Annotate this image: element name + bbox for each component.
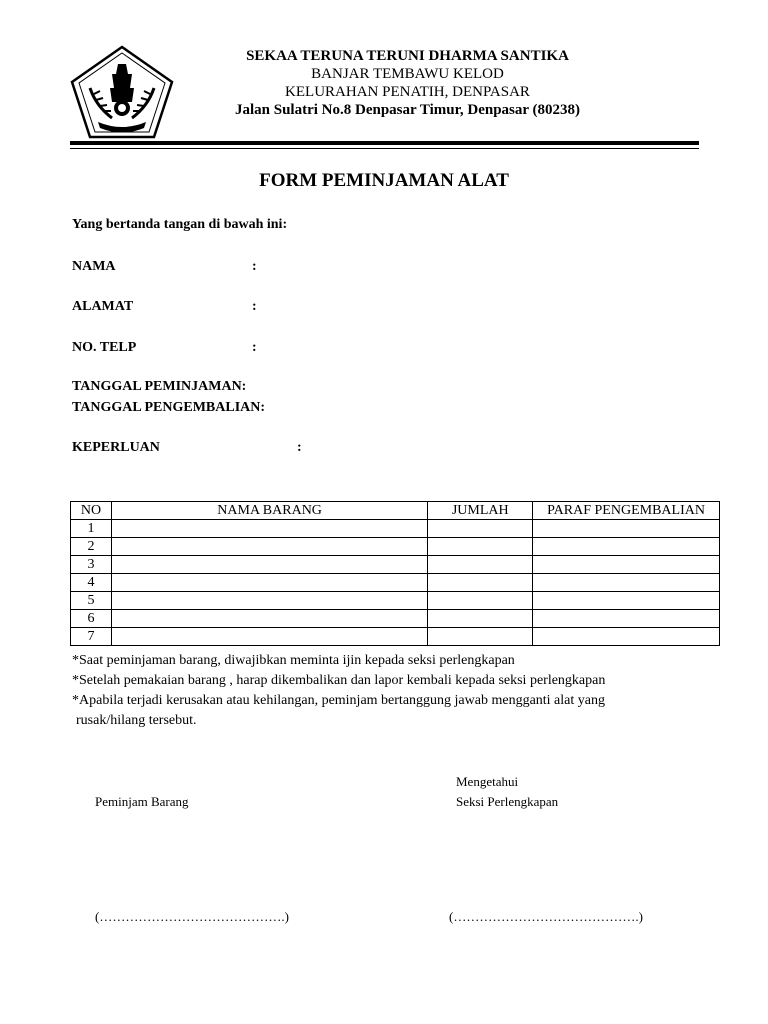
cell-jumlah[interactable]	[428, 592, 533, 610]
table-row	[71, 592, 720, 610]
column-header-nama-barang: NAMA BARANG	[111, 502, 427, 520]
row-number: 5	[71, 592, 112, 610]
cell-nama-barang[interactable]	[111, 592, 427, 610]
column-header-no: NO	[71, 502, 112, 520]
org-name: SEKAA TERUNA TERUNI DHARMA SANTIKA	[246, 48, 569, 64]
row-number: 3	[71, 556, 112, 574]
note-item: *Saat peminjaman barang, diwajibkan meminta ijin kepada seksi perlengkapan	[72, 653, 515, 668]
cell-paraf[interactable]	[533, 592, 720, 610]
field-colon-keperluan: :	[297, 440, 302, 455]
table-row	[71, 574, 720, 592]
letterhead	[180, 47, 635, 119]
borrower-signature-line[interactable]: (…………………………………….)	[95, 909, 289, 924]
column-header-jumlah: JUMLAH	[428, 502, 533, 520]
cell-jumlah[interactable]	[428, 628, 533, 646]
cell-jumlah[interactable]	[428, 556, 533, 574]
field-colon-alamat: :	[252, 299, 257, 314]
section-label: Seksi Perlengkapan	[456, 794, 559, 809]
cell-paraf[interactable]	[533, 628, 720, 646]
table-row	[71, 628, 720, 646]
banjar-name: BANJAR TEMBAWU KELOD	[311, 66, 504, 82]
field-label-keperluan: KEPERLUAN	[72, 440, 160, 455]
row-number: 6	[71, 610, 112, 628]
cell-jumlah[interactable]	[428, 610, 533, 628]
cell-jumlah[interactable]	[428, 520, 533, 538]
items-table	[70, 501, 720, 646]
field-colon-telp: :	[252, 340, 257, 355]
header-divider-thin	[70, 148, 699, 149]
row-number: 4	[71, 574, 112, 592]
table-row	[71, 610, 720, 628]
field-colon-nama: :	[252, 259, 257, 274]
header-divider-thick	[70, 141, 699, 145]
mengetahui-label: Mengetahui	[456, 774, 519, 789]
table-row	[71, 520, 720, 538]
organization-emblem-icon	[68, 44, 176, 140]
table-header-row	[71, 502, 720, 520]
cell-jumlah[interactable]	[428, 574, 533, 592]
cell-nama-barang[interactable]	[111, 610, 427, 628]
table-row	[71, 538, 720, 556]
cell-nama-barang[interactable]	[111, 538, 427, 556]
table-row	[71, 556, 720, 574]
cell-nama-barang[interactable]	[111, 574, 427, 592]
row-number: 2	[71, 538, 112, 556]
cell-jumlah[interactable]	[428, 538, 533, 556]
field-label-nama: NAMA	[72, 259, 116, 274]
field-label-telp: NO. TELP	[72, 340, 137, 355]
row-number: 7	[71, 628, 112, 646]
row-number: 1	[71, 520, 112, 538]
note-item: *Apabila terjadi kerusakan atau kehilangan, peminjam bertanggung jawab mengganti alat yang	[72, 693, 605, 708]
cell-paraf[interactable]	[533, 520, 720, 538]
cell-paraf[interactable]	[533, 538, 720, 556]
notes-section	[72, 651, 605, 731]
section-signature-line[interactable]: (…………………………………….)	[449, 909, 643, 924]
field-label-alamat: ALAMAT	[72, 299, 134, 314]
cell-paraf[interactable]	[533, 556, 720, 574]
cell-paraf[interactable]	[533, 610, 720, 628]
cell-nama-barang[interactable]	[111, 628, 427, 646]
kelurahan-name: KELURAHAN PENATIH, DENPASAR	[285, 84, 530, 100]
column-header-paraf: PARAF PENGEMBALIAN	[533, 502, 720, 520]
form-title: FORM PEMINJAMAN ALAT	[259, 170, 509, 191]
borrower-label: Peminjam Barang	[95, 794, 189, 809]
note-item: *Setelah pemakaian barang , harap dikembalikan dan lapor kembali kepada seksi perlengkapan	[72, 673, 606, 688]
cell-nama-barang[interactable]	[111, 520, 427, 538]
cell-nama-barang[interactable]	[111, 556, 427, 574]
field-label-tanggal-pengembalian: TANGGAL PENGEMBALIAN:	[72, 400, 266, 415]
note-item: rusak/hilang tersebut.	[76, 713, 197, 728]
org-address: Jalan Sulatri No.8 Denpasar Timur, Denpasar (80238)	[234, 102, 581, 118]
cell-paraf[interactable]	[533, 574, 720, 592]
field-label-tanggal-peminjaman: TANGGAL PEMINJAMAN:	[72, 379, 247, 394]
intro-text: Yang bertanda tangan di bawah ini:	[72, 217, 288, 232]
